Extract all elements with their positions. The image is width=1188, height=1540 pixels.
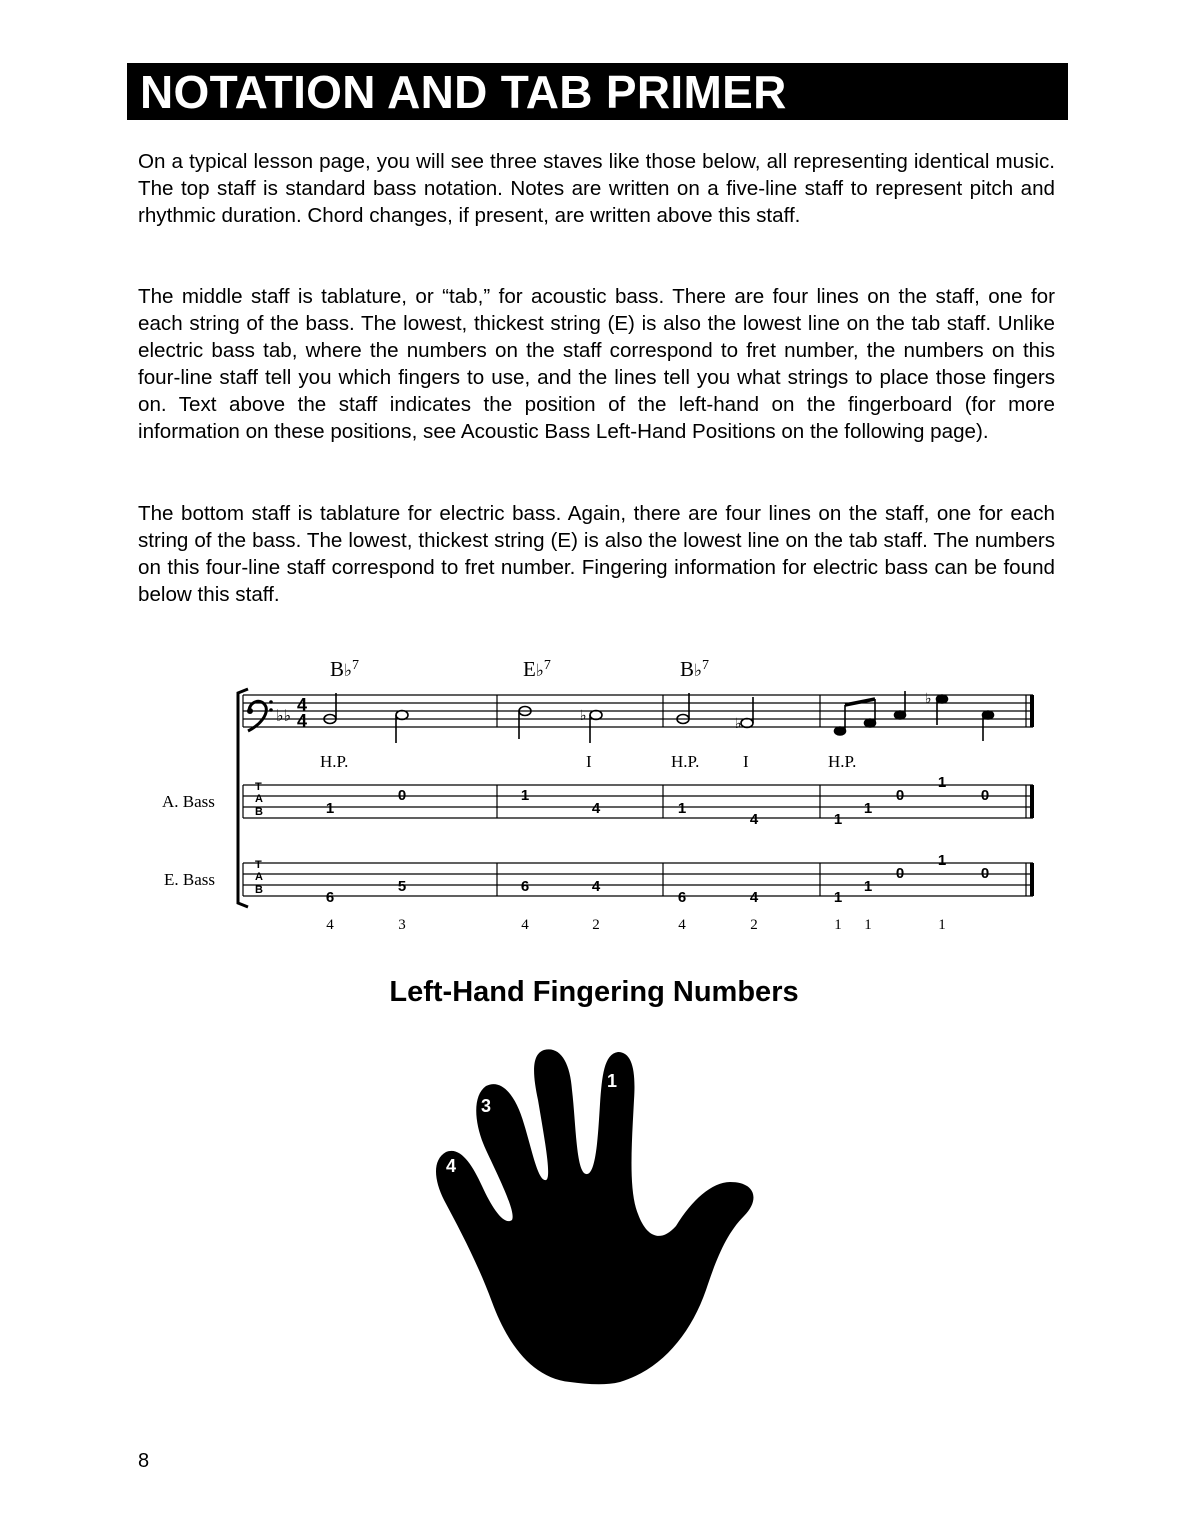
- tab-number: 4: [591, 800, 601, 817]
- svg-text:A: A: [255, 871, 263, 883]
- tab-number: 5: [397, 878, 407, 895]
- fingering-number: 1: [938, 917, 946, 933]
- svg-text:♭: ♭: [735, 716, 742, 732]
- tab-number: 1: [937, 774, 947, 791]
- finger-number: 3: [480, 1096, 492, 1116]
- position-label: H.P.: [828, 752, 857, 771]
- tab-number: 1: [937, 852, 947, 869]
- svg-text:T: T: [255, 781, 262, 793]
- finger-number: 1: [606, 1071, 618, 1091]
- position-label: H.P.: [671, 752, 700, 771]
- tab-number: 6: [520, 878, 530, 895]
- position-label: I: [743, 752, 749, 771]
- page-number: 8: [138, 1450, 150, 1472]
- acoustic-bass-label: A. Bass: [162, 792, 215, 811]
- tab-number: 1: [863, 800, 873, 817]
- svg-text:B: B: [255, 884, 263, 896]
- time-signature-lower: 4: [297, 711, 308, 731]
- svg-text:B: B: [255, 806, 263, 818]
- svg-text:B♭7: B♭$^7$: [680, 657, 710, 681]
- music-example: [140, 645, 1050, 945]
- left-hand-icon: [420, 1040, 780, 1390]
- tab-number: 6: [677, 889, 687, 906]
- fingering-number: 1: [834, 917, 842, 933]
- fingering-number: 4: [521, 917, 529, 933]
- tab-number: 0: [980, 787, 990, 804]
- fingering-number: 4: [326, 917, 334, 933]
- tab-number: 0: [895, 787, 905, 804]
- notation-staff: [243, 695, 1033, 727]
- fingering-number: 3: [398, 917, 406, 933]
- tab-number: 0: [980, 865, 990, 882]
- page-title: NOTATION AND TAB PRIMER: [140, 66, 787, 118]
- svg-text:♭: ♭: [580, 708, 587, 724]
- svg-text:B♭7: B♭$^7$: [330, 657, 360, 681]
- finger-number: 2: [517, 1062, 529, 1082]
- figure-title: Left-Hand Fingering Numbers: [389, 976, 799, 1008]
- tab-number: 4: [591, 878, 601, 895]
- page-title-bar: [127, 63, 1068, 120]
- acoustic-tab-paragraph: The middle staff is tablature, or “tab,” for acoustic bass. There are four lines on the staff, one for each string of the bass. The lowest, thickest string (E) is also the lowest line on the tab staff. Unlike electric bass tab, where the numbers on the staff correspond to fret number, the numbers on this four-line staff tell you which fingers to use, and the lines tell you what strings to place those fingers on. Text above the staff indicates the position of the left-hand on the fingerboard (for more information on these positions, see Acoustic Bass Left-Hand Positions on the following page).: [138, 285, 1055, 443]
- svg-text:E♭7: E♭$^7$: [523, 657, 551, 681]
- tab-number: 1: [833, 889, 843, 906]
- intro-paragraph: On a typical lesson page, you will see three staves like those below, all representing identical music. The top staff is standard bass notation. Notes are written on a five-line staff to represent pitch and rhythmic duration. Chord changes, if present, are written above this staff.: [138, 150, 1055, 227]
- tab-number: 1: [863, 878, 873, 895]
- tab-number: 6: [325, 889, 335, 906]
- position-label: H.P.: [320, 752, 349, 771]
- chord-symbol-2: [523, 657, 551, 681]
- tab-number: 4: [749, 889, 759, 906]
- fingering-number: 4: [678, 917, 686, 933]
- acoustic-tab-clef: [255, 781, 263, 818]
- chord-symbol-1: [330, 657, 359, 681]
- notation-notes: [324, 693, 753, 743]
- finger-number: 4: [445, 1156, 457, 1176]
- electric-tab-paragraph: The bottom staff is tablature for electric bass. Again, there are four lines on the staff, one for each string of the bass. The lowest, thickest string (E) is also the lowest line on the tab staff. The numbers on this four-line staff correspond to fret number. Fingering information for electric bass can be found below this staff.: [138, 502, 1055, 606]
- chord-symbol-3: [680, 657, 709, 681]
- fingering-number: 2: [750, 917, 758, 933]
- key-signature: ♭♭: [276, 706, 292, 725]
- tab-number: 1: [677, 800, 687, 817]
- acoustic-tab-staff: [243, 785, 1033, 818]
- tab-number: 1: [325, 800, 335, 817]
- tab-number: 0: [895, 865, 905, 882]
- svg-text:T: T: [255, 859, 262, 871]
- tab-number: 0: [397, 787, 407, 804]
- svg-text:A: A: [255, 793, 263, 805]
- fingering-number: 1: [864, 917, 872, 933]
- fingering-number: 2: [592, 917, 600, 933]
- svg-text:♭: ♭: [925, 691, 932, 707]
- electric-tab-clef: [255, 859, 263, 896]
- tab-number: 4: [749, 811, 759, 828]
- electric-bass-label: E. Bass: [164, 870, 215, 889]
- tab-number: 1: [520, 787, 530, 804]
- position-label: I: [586, 752, 592, 771]
- tab-number: 1: [833, 811, 843, 828]
- time-signature: 4: [297, 695, 308, 715]
- electric-tab-staff: [243, 863, 1033, 896]
- bass-clef: [247, 700, 273, 731]
